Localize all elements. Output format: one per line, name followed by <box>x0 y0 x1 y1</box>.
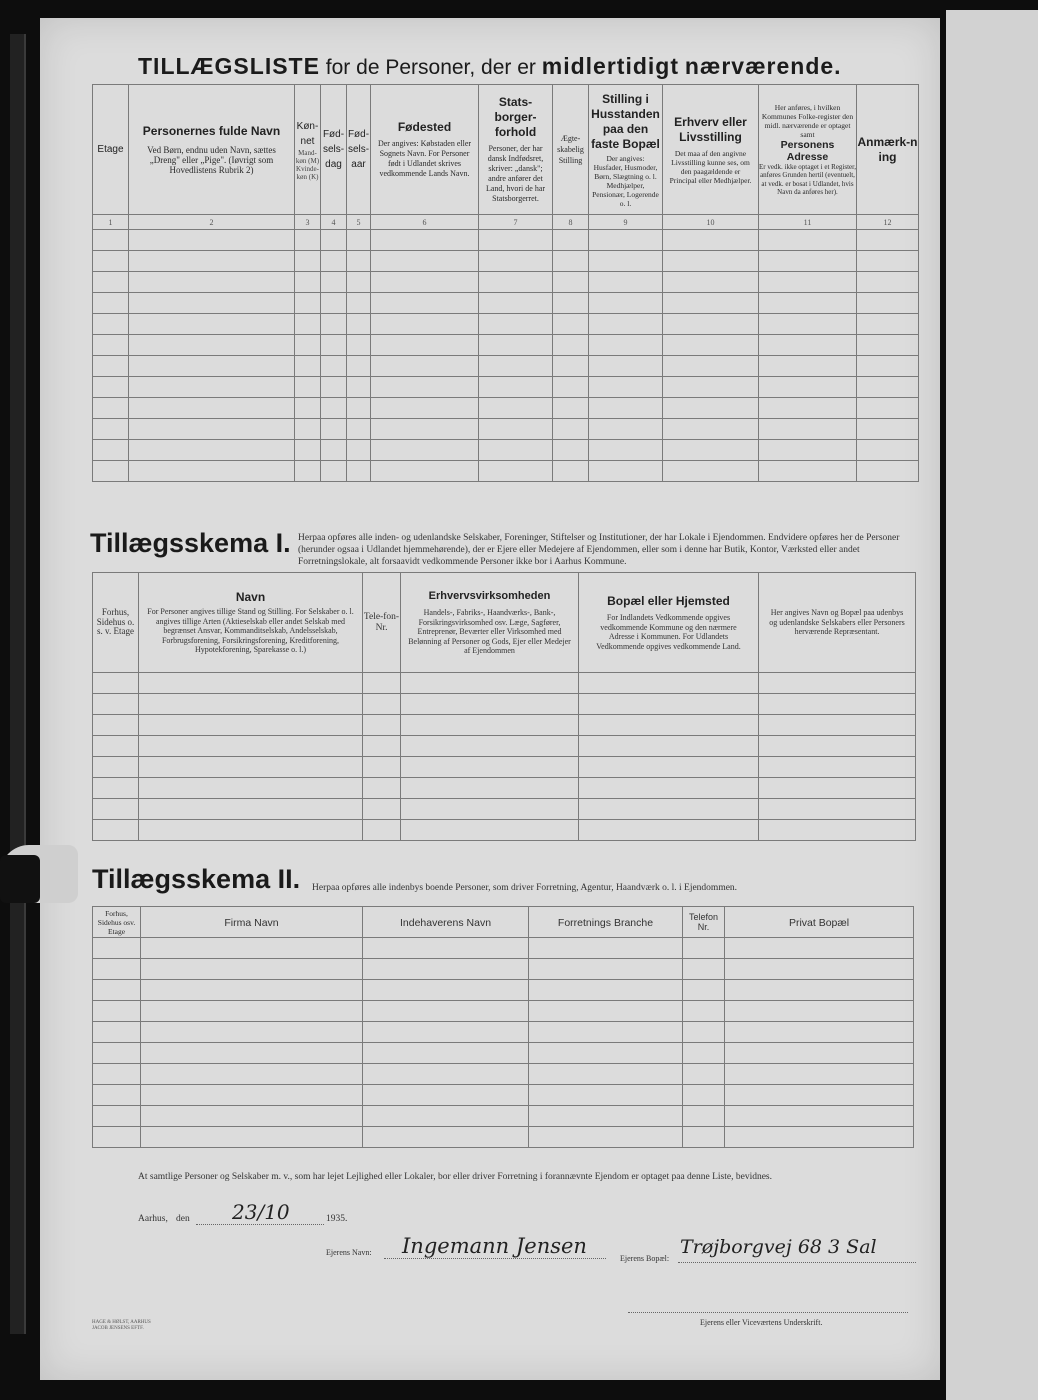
schema1-rows <box>93 673 916 841</box>
facing-page <box>946 10 1038 1400</box>
title-word-midlertidigt: midlertidigt <box>541 53 679 79</box>
main-list-rows <box>93 230 919 482</box>
s2-col-telefon: Telefon Nr. <box>683 907 725 938</box>
main-list-table <box>92 84 919 482</box>
main-title <box>138 53 842 80</box>
col-number: 2 <box>129 215 295 230</box>
col-adresse: Her anføres, i hvilken Kommunes Folke-register den midl. nærværende er optaget samt Personens Adresse Er vedk. ikke optaget i et Register, anføres Grunden hertil (eventuelt, at vedk. er bosat i Udlandet, hvis Navn da anføres her). <box>759 85 857 215</box>
col-foedested: Fødested Der angives: Købstaden eller Sognets Navn. For Personer født i Udlandet skrives vedkommende Lands Navn. <box>371 85 479 215</box>
schema2-title: Tillægsskema II. <box>92 864 301 894</box>
schema1-table <box>92 572 916 841</box>
col-number: 3 <box>295 215 321 230</box>
s2-col-etage: Forhus, Sidehus osv. Etage <box>93 907 141 938</box>
den-label: den <box>176 1214 190 1224</box>
owner-address-handwritten: Trøjborgvej 68 3 Sal <box>680 1236 877 1258</box>
col-number: 4 <box>321 215 347 230</box>
title-word-end: nærværende. <box>684 53 842 79</box>
thumb-shadow <box>0 855 40 903</box>
column-number-row <box>93 215 919 230</box>
col-koen: Køn-net Mand-køn (M) Kvinde-køn (K) <box>295 85 321 215</box>
owner-name-label: Ejerens Navn: <box>326 1248 372 1257</box>
s2-col-firma: Firma Navn <box>141 907 363 938</box>
col-number: 9 <box>589 215 663 230</box>
owner-address-line <box>678 1262 916 1263</box>
schema1-title: Tillægsskema I. <box>90 528 291 558</box>
col-stilling: Stilling i Husstanden paa den faste Bopæl Der angives: Husfader, Husmoder, Børn, Slægtning o. l. Medhjælper, Pensionær, Logerende o. l. <box>589 85 663 215</box>
col-statsborger: Stats-borger-forhold Personer, der har dansk Indfødsret, skriver: „dansk"; andre anfører det Land, hvori de har Statsborgerret. <box>479 85 553 215</box>
title-text: for de Personer, der er <box>325 56 536 79</box>
col-number: 10 <box>663 215 759 230</box>
s1-col-erhverv: Erhvervsvirksomheden Handels-, Fabriks-, Haandværks-, Bank-, Forsikringsvirksomhed osv. Læge, Sagfører, Entreprenør, Beværter eller Virksomhed med Belønning af Personer og Gods, Ejer eller Medejer af Ejendommen <box>401 573 579 673</box>
col-number: 7 <box>479 215 553 230</box>
schema2-table <box>92 906 914 1148</box>
col-etage: Etage <box>93 85 129 215</box>
s1-col-navn: Navn For Personer angives tillige Stand og Stilling. For Selskaber o. l. angives tillige Arten (Aktieselskab eller andet Selskab med begrænset Ansvar, Kommanditselskab, Andelsselskab, Forbrugsforening, Forsikringsforening, Kreditforening, Hypotekforening, Sparekasse o. l.) <box>139 573 363 673</box>
col-number: 6 <box>371 215 479 230</box>
col-number: 12 <box>857 215 919 230</box>
col-foedselsdag: Fød-sels-dag <box>321 85 347 215</box>
s2-col-indehaver: Indehaverens Navn <box>363 907 529 938</box>
title-word-tillaegsliste: TILLÆGSLISTE <box>138 53 320 79</box>
schema2-rows <box>93 938 914 1148</box>
printer-imprint: HAGE & HØLST, AARHUS JACOB JENSENS EFTF. <box>92 1320 151 1331</box>
date-line <box>196 1224 324 1225</box>
declaration-text: At samtlige Personer og Selskaber m. v., som har lejet Lejlighed eller Lokaler, bor eller driver Forretning i forannævnte Ejendom er optaget paa denne Liste, bevidnes. <box>138 1172 772 1182</box>
col-foedselsaar: Fød-sels-aar <box>347 85 371 215</box>
schema2-intro: Herpaa opføres alle indenbys boende Personer, som driver Forretning, Agentur, Haandværk o. l. i Ejendommen. <box>312 883 738 893</box>
signature-label: Ejerens eller Viceværtens Underskrift. <box>700 1318 823 1327</box>
owner-address-label: Ejerens Bopæl: <box>620 1254 670 1263</box>
owner-name-line <box>384 1258 606 1259</box>
s2-col-branche: Forretnings Branche <box>529 907 683 938</box>
city-label: Aarhus, <box>138 1214 168 1224</box>
s2-col-bopael: Privat Bopæl <box>725 907 914 938</box>
col-navn: Personernes fulde Navn Ved Børn, endnu uden Navn, sættes „Dreng" eller „Pige". (Iøvrigt som Hovedlistens Rubrik 2) <box>129 85 295 215</box>
book-spine <box>10 34 26 1334</box>
s1-col-etage: Forhus, Sidehus o. s. v. Etage <box>93 573 139 673</box>
col-number: 5 <box>347 215 371 230</box>
col-number: 11 <box>759 215 857 230</box>
col-erhverv: Erhverv eller Livsstilling Det maa af den angivne Livsstilling kunne ses, om den paagældende er Principal eller Medhjælper. <box>663 85 759 215</box>
handwritten-date: 23/10 <box>232 1200 290 1224</box>
s1-col-bopael: Bopæl eller Hjemsted For Indlandets Vedkommende opgives vedkommende Kommune og den nærmere Adresse i Kommunen. For Udlandets Vedkommende opgives vedkommende Land. <box>579 573 759 673</box>
s1-col-repraesentant: Her angives Navn og Bopæl paa udenbys og udenlandske Selskabers eller Personers herværende Repræsentant. <box>759 573 916 673</box>
year-label: 1935. <box>326 1214 348 1224</box>
schema1-intro: Herpaa opføres alle inden- og udenlandske Selskaber, Foreninger, Stiftelser og Institutioner, der har Lokale i Ejendommen. Endvidere opføres her de Personer (herunder ogsaa i Udlandet hjemmehørende), der er Ejere eller Medejere af Ejendommen, eller som i denne har Butik, Kontor, Værksted eller andet Forretningslokale, alt forsaavidt vedkommende Personer ikke bor i Aarhus Kommune. <box>298 533 900 567</box>
col-aegteskab: Ægte-skabelig Stilling <box>553 85 589 215</box>
col-number: 1 <box>93 215 129 230</box>
s1-col-telefon: Tele-fon-Nr. <box>363 573 401 673</box>
owner-name-signature: Ingemann Jensen <box>402 1234 587 1258</box>
col-number: 8 <box>553 215 589 230</box>
col-anmaerkning: Anmærk-ning <box>857 85 919 215</box>
signature-line <box>628 1312 908 1313</box>
